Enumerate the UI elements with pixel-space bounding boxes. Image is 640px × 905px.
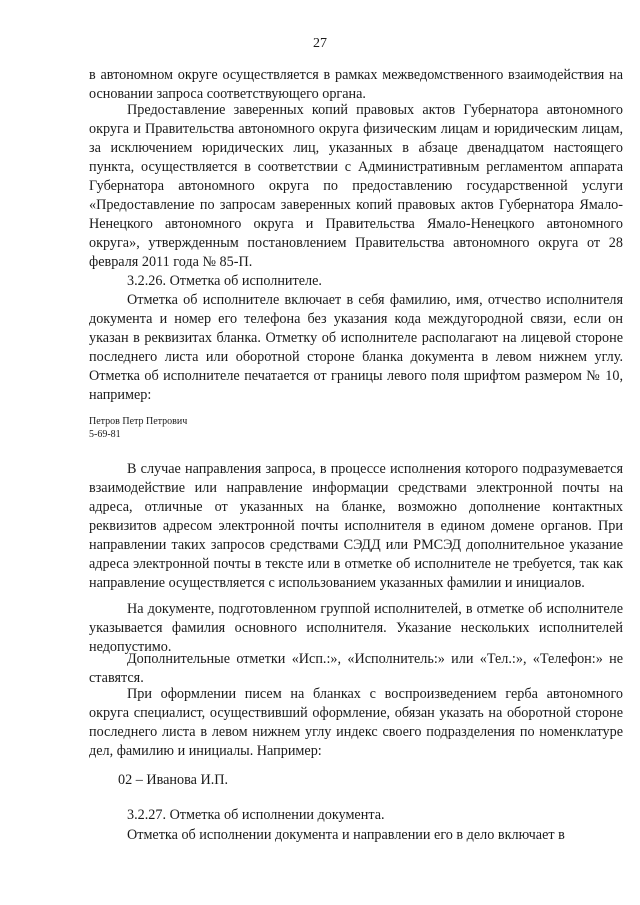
paragraph-execution-mark: Отметка об исполнении документа и направлении его в дело включает в — [127, 827, 565, 843]
example-executor-name: Петров Петр Петрович — [89, 416, 188, 427]
section-heading-3-2-27: 3.2.27. Отметка об исполнении документа. — [127, 807, 385, 823]
paragraph-certified-copies: Предоставление заверенных копий правовых актов Губернатора автономного округа и Правительства автономного округа физическим лицам и юридическим лицам, за исключением юридических лиц, указанных в абзаце двенадцатом настоящего пункта, осуществляется в соответствии с Административным регламентом аппарата Губернатора автономного округа по предоставлению государственной услуги «Предоставление по запросам заверенных копий правовых актов Губернатора Ямало-Ненецкого автономного округа и Правительства Ямало-Ненецкого автономного округа», утвержденным постановлением Правительства автономного округа от 28 февраля 2011 года № 85-П. — [89, 102, 623, 270]
paragraph-group-executors: На документе, подготовленном группой исполнителей, в отметке об исполнителе указывается фамилия основного исполнителя. Указание нескольких исполнителей недопустимо. — [89, 601, 623, 655]
section-heading-3-2-26: 3.2.26. Отметка об исполнителе. — [127, 273, 322, 289]
example-executor-phone: 5-69-81 — [89, 429, 121, 440]
example-index: 02 – Иванова И.П. — [118, 772, 229, 788]
paragraph-coat-of-arms: При оформлении писем на бланках с воспроизведением герба автономного округа специалист, осуществивший оформление, обязан указать на оборотной стороне последнего листа в левом нижнем углу индекс своего подразделения по номенклатуре дел, фамилию и инициалы. Например: — [89, 686, 623, 759]
paragraph-email-request: В случае направления запроса, в процессе исполнения которого подразумевается взаимодействие или направление информации средствами электронной почты на адреса, отличные от указанных на бланке, возможно дополнение контактных реквизитов адресом электронной почты исполнителя в едином домене органов. При направлении таких запросов средствами СЭДД или РМСЭД дополнительное указание адреса электронной почты в тексте или в отметке об исполнителе не требуется, так как направление осуществляется с использованием указанных фамилии и инициалов. — [89, 461, 623, 591]
paragraph-additional-marks: Дополнительные отметки «Исп.:», «Исполнитель:» или «Тел.:», «Телефон:» не ставятся. — [89, 651, 623, 686]
paragraph-interagency: в автономном округе осуществляется в рамках межведомственного взаимодействия на основании запроса соответствующего органа. — [89, 67, 623, 102]
paragraph-executor-mark: Отметка об исполнителе включает в себя фамилию, имя, отчество исполнителя документа и номер его телефона без указания кода междугородной связи, если он указан в реквизитах бланка. Отметку об исполнителе располагают на лицевой стороне последнего листа или оборотной стороне бланка документа в левом нижнем углу. Отметка об исполнителе печатается от границы левого поля шрифтом размером № 10, например: — [89, 292, 623, 403]
page-number: 27 — [313, 36, 327, 51]
